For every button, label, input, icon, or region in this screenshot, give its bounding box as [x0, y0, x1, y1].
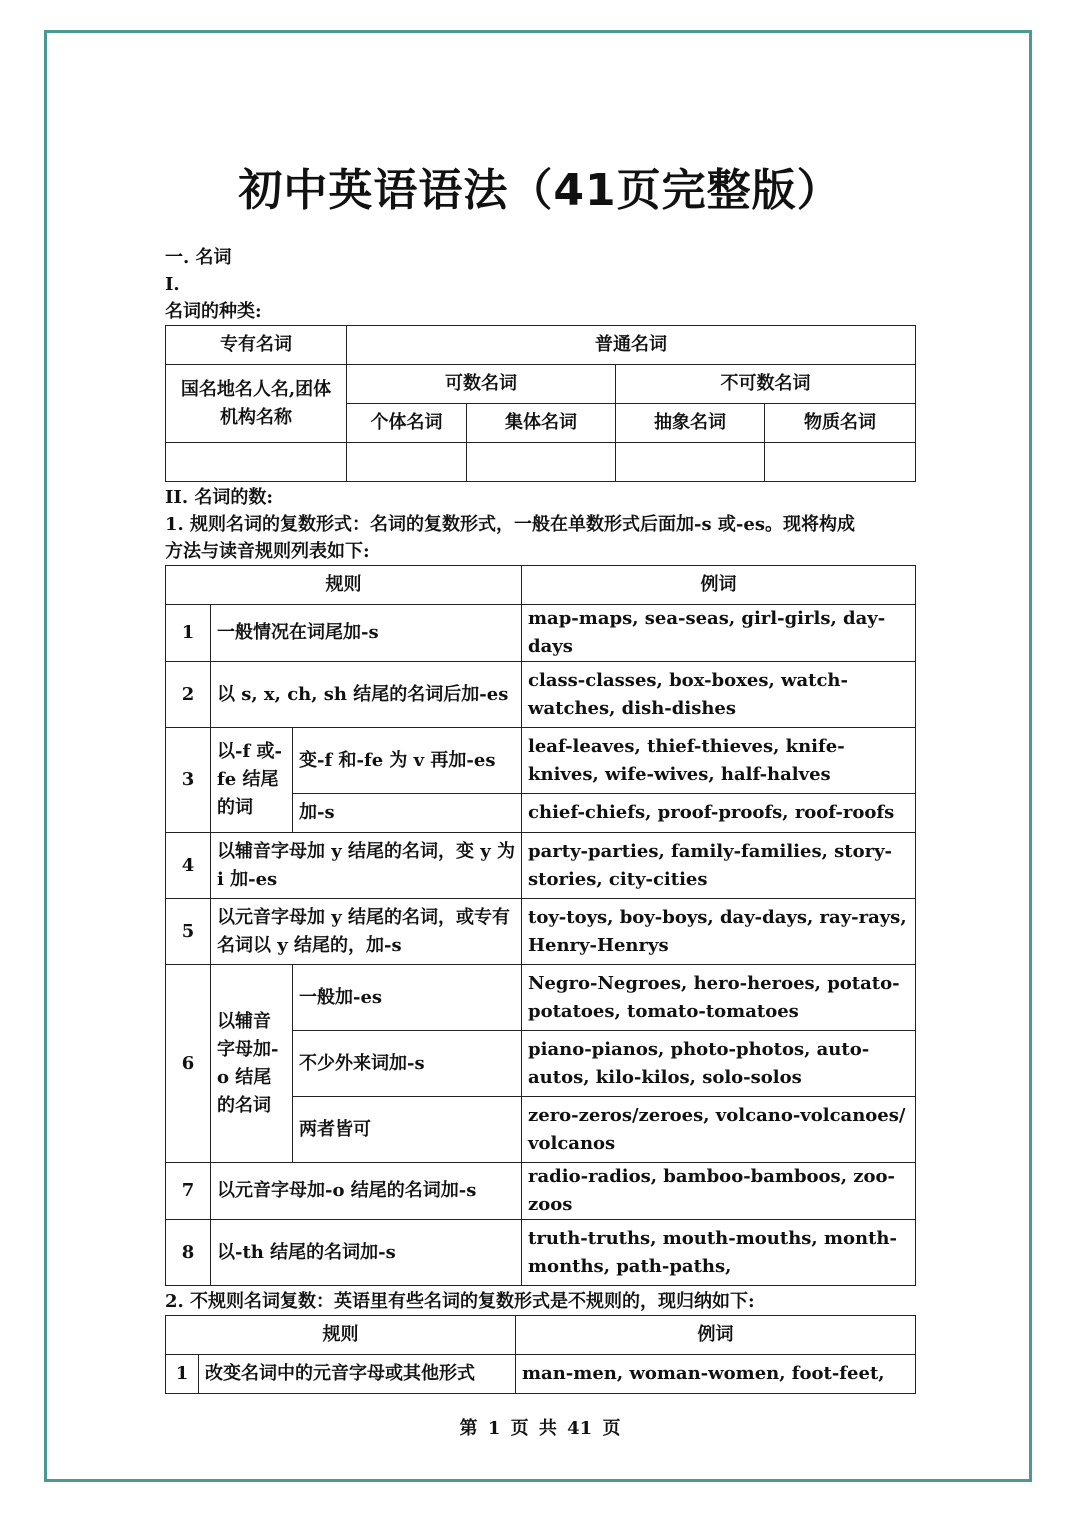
rule-text: 以-f 或-fe 结尾的词	[211, 728, 293, 833]
document-body	[165, 244, 915, 1394]
row-number: 1	[166, 605, 211, 662]
proper-noun-header: 专有名词	[166, 326, 347, 365]
page-title: 初中英语语法（41页完整版）	[238, 165, 842, 216]
example-text: toy-toys, boy-boys, day-days, ray-rays, Henry-Henrys	[522, 899, 916, 965]
rule-column-header: 规则	[166, 566, 522, 605]
subsection-ii: II. 名词的数:	[165, 487, 274, 508]
empty-cell	[765, 443, 916, 482]
table-row	[166, 965, 916, 1031]
irregular-plural-table	[165, 1315, 916, 1394]
row-number: 5	[166, 899, 211, 965]
empty-cell	[347, 443, 467, 482]
rule-column-header: 规则	[166, 1316, 516, 1355]
empty-cell	[166, 443, 347, 482]
row-number: 3	[166, 728, 211, 833]
empty-cell	[467, 443, 616, 482]
example-text: piano-pianos, photo-photos, auto-autos, kilo-kilos, solo-solos	[522, 1031, 916, 1097]
rule1-intro-line1: 1. 规则名词的复数形式：名词的复数形式，一般在单数形式后面加-s 或-es。现将构成	[165, 514, 855, 535]
rule-text: 一般情况在词尾加-s	[211, 605, 522, 662]
example-text: map-maps, sea-seas, girl-girls, day-days	[522, 605, 916, 662]
rule-text: 以辅音字母加-o 结尾的名词	[211, 965, 293, 1163]
example-text: Negro-Negroes, hero-heroes, potato-potatoes, tomato-tomatoes	[522, 965, 916, 1031]
row-number: 7	[166, 1163, 211, 1220]
example-text: man-men, woman-women, foot-feet,	[516, 1355, 916, 1394]
sub-rule-text: 一般加-es	[293, 965, 522, 1031]
example-text: truth-truths, mouth-mouths, month-months, path-paths,	[522, 1220, 916, 1286]
rule-text: 以元音字母加 y 结尾的名词，或专有名词以 y 结尾的，加-s	[211, 899, 522, 965]
example-text: radio-radios, bamboo-bamboos, zoo-zoos	[522, 1163, 916, 1220]
rule1-intro-line2: 方法与读音规则列表如下:	[165, 541, 370, 562]
example-column-header: 例词	[516, 1316, 916, 1355]
rule-text: 以 s, x, ch, sh 结尾的名词后加-es	[211, 662, 522, 728]
countable-header: 可数名词	[347, 365, 616, 404]
example-text: party-parties, family-families, story-stories, city-cities	[522, 833, 916, 899]
uncountable-header: 不可数名词	[616, 365, 916, 404]
rule-text: 以-th 结尾的名词加-s	[211, 1220, 522, 1286]
example-text: leaf-leaves, thief-thieves, knife-knives, wife-wives, half-halves	[522, 728, 916, 794]
row-number: 1	[166, 1355, 199, 1394]
page-footer: 第 1 页 共 41 页	[459, 1418, 621, 1439]
table-row	[166, 1220, 916, 1286]
rule-text: 以辅音字母加 y 结尾的名词，变 y 为 i 加-es	[211, 833, 522, 899]
example-text: class-classes, box-boxes, watch-watches, dish-dishes	[522, 662, 916, 728]
sub-rule-text: 变-f 和-fe 为 v 再加-es	[293, 728, 522, 794]
common-noun-header: 普通名词	[347, 326, 916, 365]
table-row	[166, 1355, 916, 1394]
collective-header: 集体名词	[467, 404, 616, 443]
section-heading: 一. 名词	[165, 247, 232, 268]
rule-text: 改变名词中的元音字母或其他形式	[199, 1355, 516, 1394]
table-row	[166, 1163, 916, 1220]
table-row	[166, 899, 916, 965]
abstract-header: 抽象名词	[616, 404, 765, 443]
empty-cell	[616, 443, 765, 482]
table-row	[166, 662, 916, 728]
row-number: 8	[166, 1220, 211, 1286]
rule-text: 以元音字母加-o 结尾的名词加-s	[211, 1163, 522, 1220]
table-row	[166, 605, 916, 662]
individual-header: 个体名词	[347, 404, 467, 443]
sub-rule-text: 不少外来词加-s	[293, 1031, 522, 1097]
row-number: 6	[166, 965, 211, 1163]
example-text: zero-zeros/zeroes, volcano-volcanoes/ volcanos	[522, 1097, 916, 1163]
rule2-intro: 2. 不规则名词复数：英语里有些名词的复数形式是不规则的，现归纳如下:	[165, 1291, 755, 1312]
proper-noun-desc: 国名地名人名,团体机构名称	[166, 365, 347, 443]
table-row	[166, 728, 916, 794]
example-text: chief-chiefs, proof-proofs, roof-roofs	[522, 794, 916, 833]
types-label: 名词的种类:	[165, 301, 262, 322]
row-number: 2	[166, 662, 211, 728]
example-column-header: 例词	[522, 566, 916, 605]
sub-rule-text: 加-s	[293, 794, 522, 833]
row-number: 4	[166, 833, 211, 899]
material-header: 物质名词	[765, 404, 916, 443]
plural-rules-table	[165, 565, 916, 1286]
noun-types-table	[165, 325, 916, 482]
sub-rule-text: 两者皆可	[293, 1097, 522, 1163]
subsection-i: I.	[165, 274, 180, 295]
table-row	[166, 833, 916, 899]
